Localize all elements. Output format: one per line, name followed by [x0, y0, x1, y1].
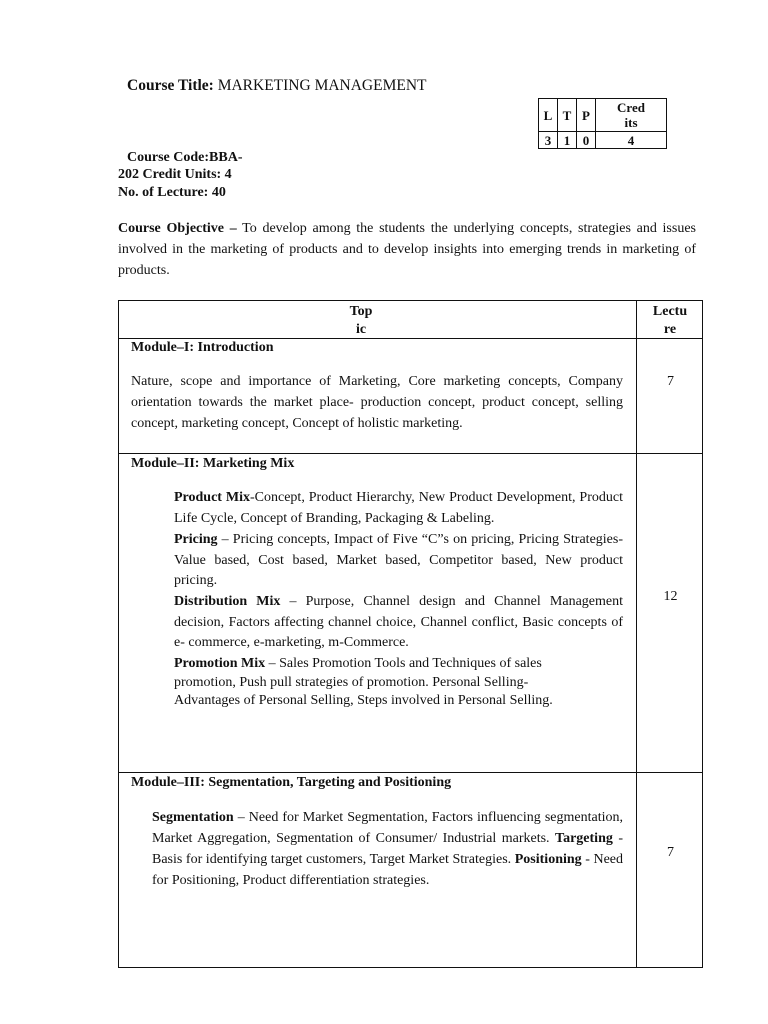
ltp-value-t: 1	[558, 132, 577, 149]
module-1-lectures: 7	[667, 374, 674, 389]
ltp-header-credits-text: Cred its	[617, 100, 645, 130]
pricing-text: – Pricing concepts, Impact of Five “C”s on pricing, Pricing Strategies- Value based, Cost based, Market based, Competitor based, New product pricing.	[174, 532, 623, 588]
course-code: Course Code:BBA-	[127, 150, 243, 165]
lecture-header	[644, 303, 696, 339]
course-title-value: MARKETING MANAGEMENT	[217, 77, 427, 94]
column-divider	[636, 301, 637, 967]
objective-text: To develop among the students the underlying concepts, strategies and issues involved in the marketing of products and to develop insights into emerging trends in marketing of products.	[118, 221, 696, 278]
positioning-label: Positioning	[514, 852, 582, 867]
ltp-header-credits	[596, 99, 667, 132]
targeting-text: - Basis for identifying target customers, Target Market Strategies.	[152, 831, 623, 867]
course-title	[127, 77, 427, 95]
header-divider	[119, 338, 702, 339]
lecture-count: No. of Lecture: 40	[118, 185, 226, 200]
positioning-text: - Need for Positioning, Product differentiation strategies.	[152, 852, 624, 888]
ltp-header-row	[539, 99, 667, 132]
module-3-lectures: 7	[667, 845, 674, 860]
ltp-value-p: 0	[577, 132, 596, 149]
pricing	[174, 530, 623, 592]
product-mix	[174, 488, 623, 529]
course-objective	[118, 218, 696, 281]
topic-header	[347, 303, 375, 339]
ltp-header-l: L	[539, 99, 558, 132]
segmentation-label: Segmentation	[152, 810, 234, 825]
credit-units: 202 Credit Units: 4	[118, 167, 232, 182]
module-2-title: Module–II: Marketing Mix	[131, 456, 295, 471]
segmentation-text: – Need for Market Segmentation, Factors influencing segmentation, Market Aggregation, Segmentation of Consumer/ Industrial markets.	[152, 810, 623, 846]
module-1-text: Nature, scope and importance of Marketing, Core marketing concepts, Company orientation towards the market place- production concept, product concept, selling concept, marketing concept, Concept of holistic marketing.	[131, 374, 623, 431]
topic-header-text: Top ic	[349, 304, 373, 337]
product-mix-label: Product Mix	[174, 490, 250, 505]
ltp-value-row	[539, 132, 667, 149]
ltp-value-l: 3	[539, 132, 558, 149]
syllabus-table	[118, 300, 703, 968]
promotion-mix-text: – Sales Promotion Tools and Techniques of sales promotion, Push pull strategies of promotion. Personal Selling- Advantages of Personal Selling, Steps involved in Personal Selling.	[174, 656, 553, 708]
module-3-text	[152, 807, 623, 891]
distribution-mix-label: Distribution Mix	[174, 594, 281, 609]
objective-label: Course Objective –	[118, 221, 237, 236]
distribution-mix	[174, 592, 623, 654]
promotion-mix	[174, 655, 589, 711]
course-title-label: Course Title:	[127, 77, 214, 94]
product-mix-text: -Concept, Product Hierarchy, New Product Development, Product Life Cycle, Concept of Branding, Packaging & Labeling.	[174, 490, 623, 526]
module-1-title: Module–I: Introduction	[131, 340, 274, 355]
promotion-mix-label: Promotion Mix	[174, 656, 266, 671]
ltp-value-credits: 4	[596, 132, 667, 149]
module-3-title: Module–III: Segmentation, Targeting and Positioning	[131, 775, 452, 790]
ltp-header-t: T	[558, 99, 577, 132]
pricing-label: Pricing	[174, 532, 218, 547]
distribution-mix-text: – Purpose, Channel design and Channel Management decision, Factors affecting channel choice, Channel conflict, Basic concepts of e- commerce, e-marketing, m-Commerce.	[174, 594, 623, 650]
lecture-header-text: Lectu re	[652, 304, 688, 337]
module-2-divider	[119, 772, 702, 773]
module-2-lectures: 12	[663, 589, 678, 604]
targeting-label: Targeting	[555, 831, 613, 846]
module-1-divider	[119, 453, 702, 454]
ltp-header-p: P	[577, 99, 596, 132]
ltp-table	[538, 98, 667, 149]
